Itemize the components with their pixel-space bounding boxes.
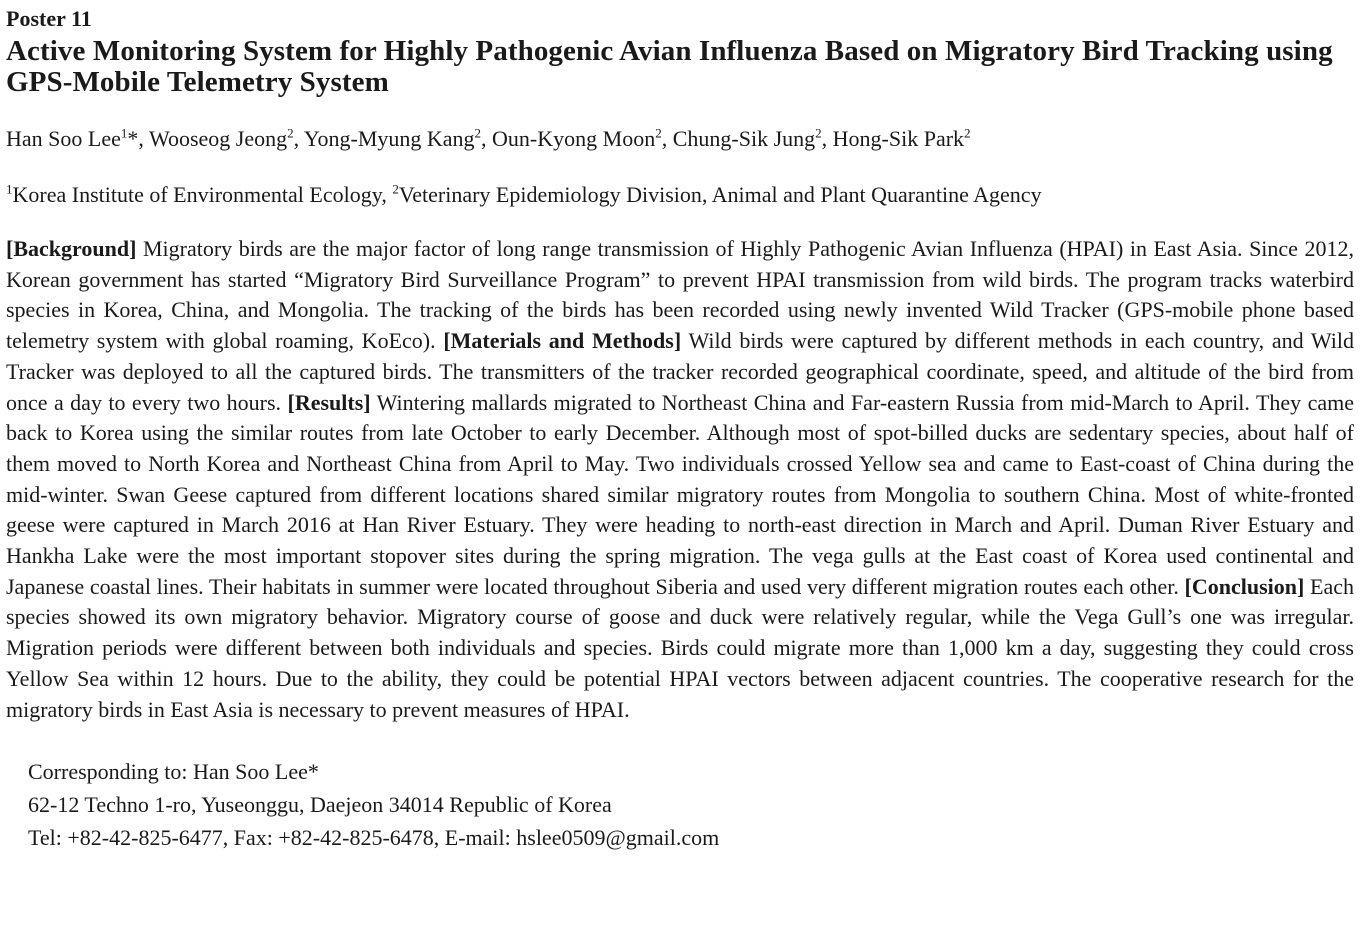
poster-title: Active Monitoring System for Highly Pathogenic Avian Influenza Based on Migratory Bird Tracking using GPS-Mobile Telemetry System [6, 35, 1333, 98]
methods-text: Wild birds were captured by different methods in each country, and Wild Tracker was deployed to all the captured birds. The transmitters of the tracker recorded geographical coordinate, speed, and altitude of the bird from once a day to every two hours. [6, 328, 1355, 415]
author-affiliation-mark: 2 [655, 125, 662, 141]
affiliation-number: 2 [392, 181, 399, 197]
abstract-body [6, 234, 1354, 725]
background-text: Migratory birds are the major factor of long range transmission of Highly Pathogenic Avian Influenza (HPAI) in East Asia. Since 2012, Korean government has started “Migratory Bird Surveillance Program” to prevent HPAI transmission from wild birds. The program tracks waterbird species in Korea, China, and Mongolia. The tracking of the birds has been recorded using newly invented Wild Tracker (GPS-mobile phone based telemetry system with global roaming, KoEco). [6, 236, 1354, 354]
methods-heading: [Materials and Methods] [443, 328, 682, 354]
author-list [6, 126, 1354, 152]
corresponding-mark: * [127, 126, 139, 151]
affiliation-list [6, 182, 1354, 208]
author-affiliation-mark: 1 [120, 125, 128, 141]
author-affiliation-mark: 2 [815, 125, 822, 141]
author-affiliation-mark: 2 [964, 125, 971, 141]
author-separator: , [293, 126, 304, 151]
author-separator: , [661, 126, 673, 151]
poster-label: Poster 11 [6, 6, 92, 31]
author-separator: , [481, 126, 493, 151]
postal-address: 62-12 Techno 1-ro, Yuseonggu, Daejeon 34014 Republic of Korea [28, 792, 612, 818]
results-text: Wintering mallards migrated to Northeast China and Far-eastern Russia from mid-March to April. They came back to Korea using the similar routes from late October to early December. Although most of spot-billed ducks are sedentary species, about half of them moved to North Korea and Northeast China from April to May. Two individuals crossed Yellow sea and came to East-coast of China during the mid-winter. Swan Geese captured from different locations shared similar migratory routes from Mongolia to southern China. Most of white-fronted geese were captured in March 2016 at Han River Estuary. They were heading to north-east direction in March and April. Duman River Estuary and Hankha Lake were the most important stopover sites during the spring migration. The vega gulls at the East coast of Korea used continental and Japanese coastal lines. Their habitats in summer were located throughout Siberia and used very different migration routes each other. [6, 389, 1354, 599]
author-name: Wooseog Jeong [148, 126, 288, 151]
corresponding-author: Corresponding to: Han Soo Lee* [28, 759, 319, 785]
affiliation-name: Korea Institute of Environmental Ecology [12, 182, 382, 207]
author-separator: , [821, 126, 833, 151]
affiliation-separator: , [381, 182, 393, 207]
conclusion-text: Each species showed its own migratory behavior. Migratory course of goose and duck were relatively regular, while the Vega Gull’s one was irregular. Migration periods were different between both individuals and species. Birds could migrate more than 1,000 km a day, suggesting they could cross Yellow Sea within 12 hours. Due to the ability, they could be potential HPAI vectors between adjacent countries. The cooperative research for the migratory birds in East Asia is necessary to prevent measures of HPAI. [6, 573, 1354, 722]
author-name: Oun-Kyong Moon [492, 126, 656, 151]
background-heading: [Background] [6, 236, 137, 261]
author-name: Chung-Sik Jung [672, 126, 816, 151]
correspondence-block [28, 755, 1354, 854]
author-affiliation-mark: 2 [474, 125, 482, 141]
affiliation-number: 1 [6, 181, 13, 197]
author-name: Hong-Sik Park [832, 126, 965, 151]
affiliation-name: Veterinary Epidemiology Division, Animal and Plant Quarantine Agency [398, 182, 1042, 207]
author-name: Han Soo Lee [6, 126, 121, 151]
author-separator: , [138, 126, 149, 151]
results-heading: [Results] [287, 389, 371, 415]
conclusion-heading: [Conclusion] [1184, 573, 1305, 599]
author-name: Yong-Myung Kang [303, 126, 475, 151]
author-affiliation-mark: 2 [287, 125, 294, 141]
contact-details: Tel: +82-42-825-6477, Fax: +82-42-825-6478, E-mail: hslee0509@gmail.com [28, 825, 720, 851]
